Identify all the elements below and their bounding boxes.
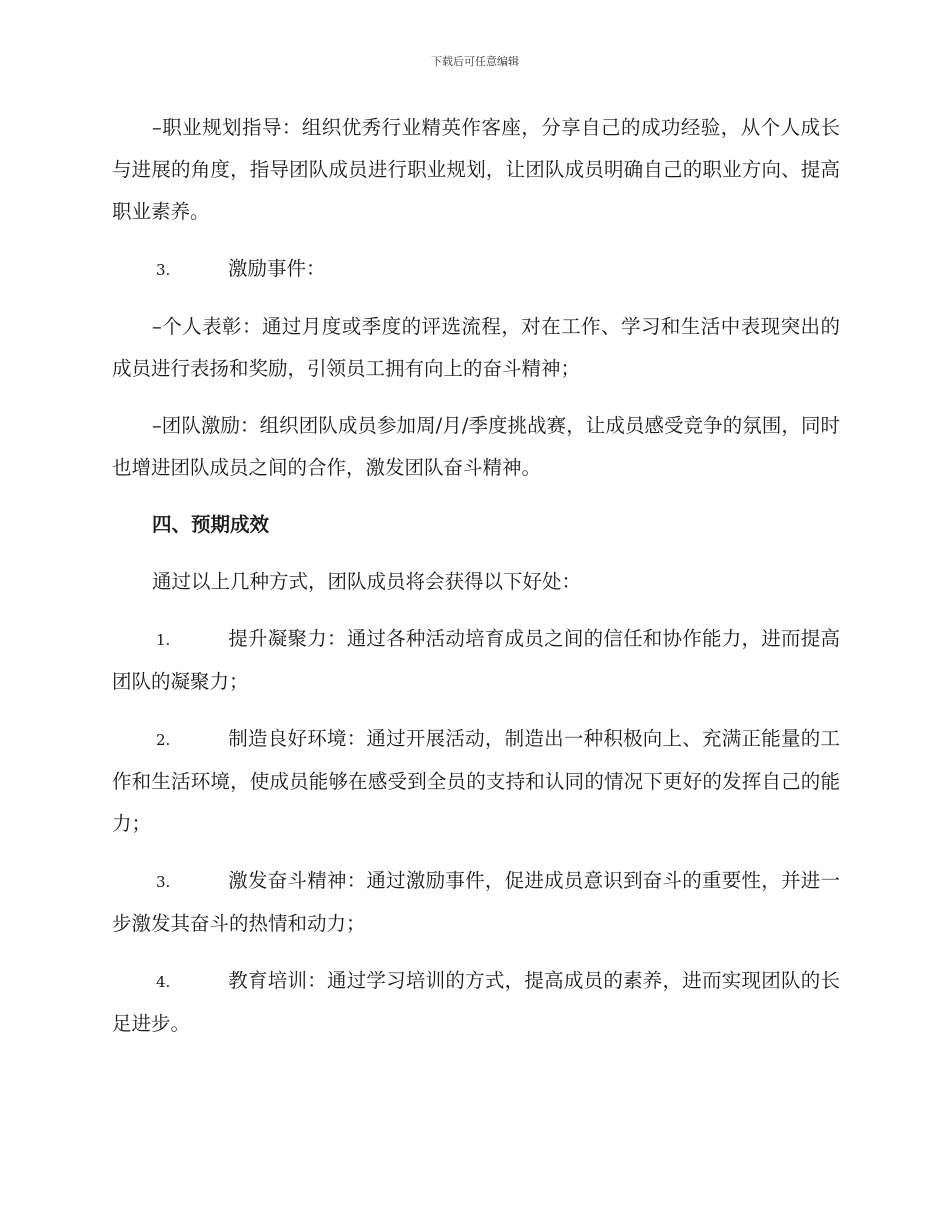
list-number: 3. — [156, 261, 171, 279]
list-item — [112, 860, 840, 945]
paragraph-intro: 通过以上几种方式，团队成员将会获得以下好处： — [152, 570, 582, 593]
list-number: 4. — [156, 973, 171, 991]
list-item-text: 教育培训：通过学习培训的方式，提高成员的素养，进而实现团队的长足进步。 — [112, 969, 840, 1035]
list-item-text: 激发奋斗精神：通过激励事件，促进成员意识到奋斗的重要性，并进一步激发其奋斗的热情和动力； — [112, 869, 840, 935]
section-heading: 四、预期成效 — [152, 513, 270, 536]
list-number: 2. — [156, 731, 171, 749]
list-item — [112, 960, 840, 1045]
document-body — [112, 107, 840, 1060]
list-number: 1. — [156, 631, 171, 649]
page-header: 下载后可任意编辑 — [431, 55, 519, 68]
list-item-text: 提升凝聚力：通过各种活动培育成员之间的信任和协作能力，进而提高团队的凝聚力； — [112, 627, 840, 693]
paragraph-career-guidance: –职业规划指导：组织优秀行业精英作客座，分享自己的成功经验，从个人成长与进展的角度，指导团队成员进行职业规划，让团队成员明确自己的职业方向、提高职业素养。 — [112, 116, 840, 223]
list-number: 3. — [156, 873, 171, 891]
list-item-text: 激励事件： — [228, 257, 326, 280]
list-item — [112, 618, 840, 703]
paragraph-team-incentive: –团队激励：组织团队成员参加周/月/季度挑战赛，让成员感受竞争的氛围，同时也增进团队成员之间的合作，激发团队奋斗精神。 — [112, 414, 840, 479]
paragraph-individual-recognition: –个人表彰：通过月度或季度的评选流程，对在工作、学习和生活中表现突出的成员进行表扬和奖励，引领员工拥有向上的奋斗精神； — [112, 315, 840, 380]
list-item-text: 制造良好环境：通过开展活动，制造出一种积极向上、充满正能量的工作和生活环境，使成员能够在感受到全员的支持和认同的情况下更好的发挥自己的能力； — [112, 727, 840, 835]
list-item-incentive-events — [112, 248, 840, 291]
list-item — [112, 718, 840, 845]
